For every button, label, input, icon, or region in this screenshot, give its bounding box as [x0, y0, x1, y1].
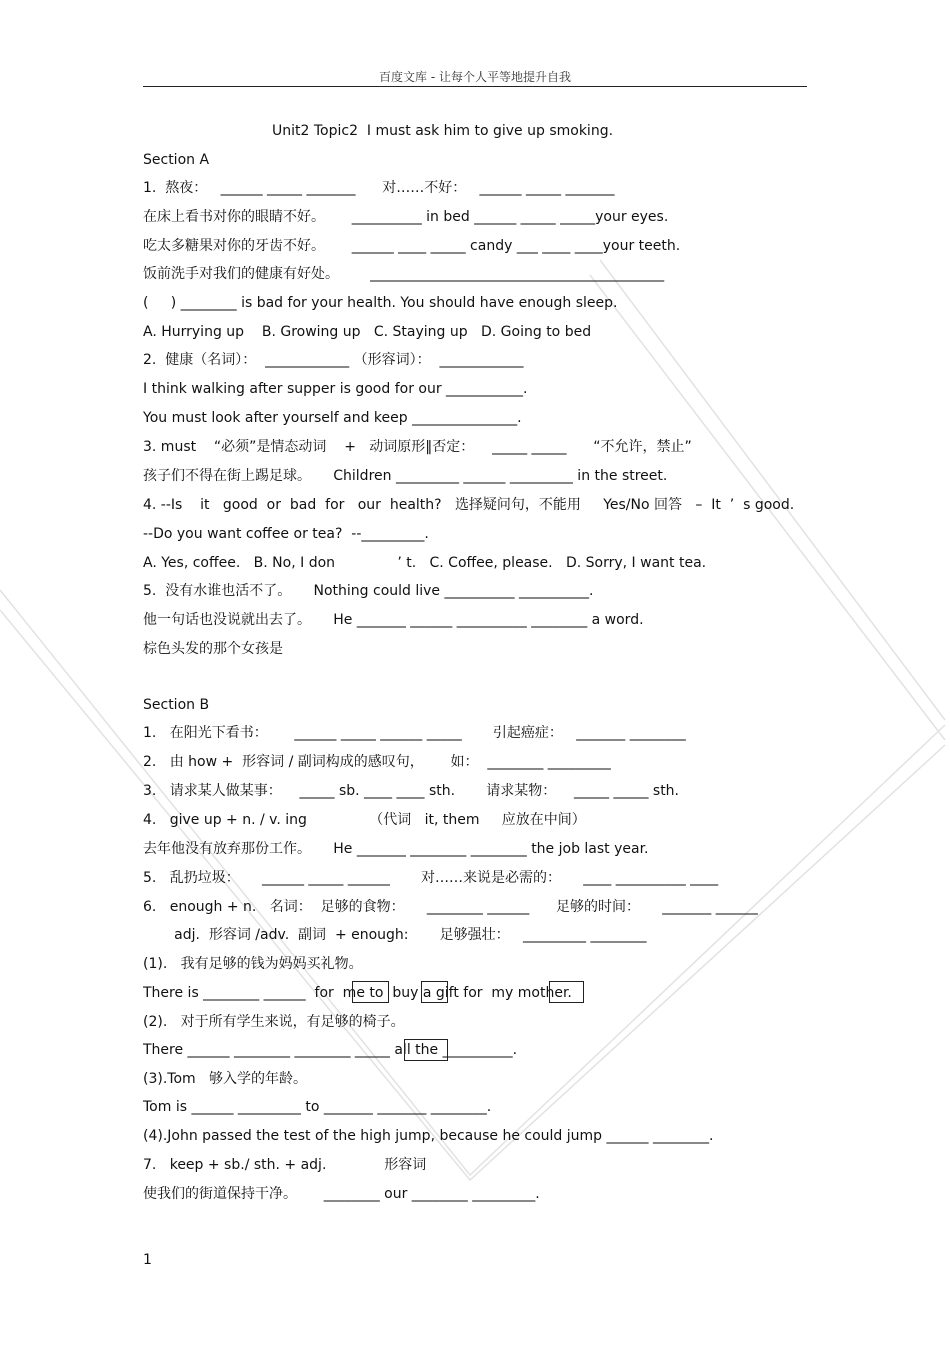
text-line: 孩子们不得在街上踢足球。 Children _________ ______ _________ in the street.	[143, 468, 668, 484]
text-line: 他一句话也没说就出去了。 He _______ ______ __________ ________ a word.	[143, 612, 644, 628]
text-line: There is ________ ______ for me to buy a gift for my mother.	[143, 985, 572, 1001]
text-line: 3. must “必须”是情态动词 + 动词原形‖否定： _____ _____ “不允许，禁止”	[143, 439, 692, 455]
marker-box	[421, 981, 448, 1003]
text-line: 饭前洗手对我们的健康有好处。 __________________________________________	[143, 266, 665, 282]
text-line: 1. 熬夜： ______ _____ _______ 对……不好： ______ _____ _______	[143, 180, 615, 196]
text-line: ( ) ________ is bad for your health. You should have enough sleep.	[143, 295, 618, 311]
marker-box	[549, 981, 584, 1003]
text-line: 7. keep + sb./ sth. + adj. 形容词	[143, 1157, 427, 1173]
text-line: 在床上看书对你的眼睛不好。 __________ in bed ______ _____ _____your eyes.	[143, 209, 669, 225]
text-line: --Do you want coffee or tea? --_________.	[143, 526, 429, 542]
text-line: 5. 乱扔垃圾： ______ _____ ______ 对……来说是必需的： ____ __________ ____	[143, 870, 719, 886]
page-number: 1	[143, 1252, 152, 1268]
text-line: 2. 由 how + 形容词 / 副词构成的感叹句， 如： ________ _________	[143, 754, 611, 770]
text-line: (3).Tom 够入学的年龄。	[143, 1071, 308, 1087]
text-line: 棕色头发的那个女孩是	[143, 641, 283, 657]
header-rule	[143, 86, 807, 87]
marker-box	[352, 981, 389, 1003]
text-line: 去年他没有放弃那份工作。 He _______ ________ ________ the job last year.	[143, 841, 649, 857]
text-line: 5. 没有水谁也活不了。 Nothing could live __________ __________.	[143, 583, 594, 599]
worksheet-title: Unit2 Topic2 I must ask him to give up smoking.	[272, 123, 614, 139]
text-line: A. Yes, coffee. B. No, I don ’ t. C. Coffee, please. D. Sorry, I want tea.	[143, 555, 707, 571]
text-line: A. Hurrying up B. Growing up C. Staying up D. Going to bed	[143, 324, 592, 340]
text-line: 吃太多糖果对你的牙齿不好。 ______ ____ _____ candy ___ ____ ____your teeth.	[143, 238, 681, 254]
text-line: adj. 形容词 /adv. 副词 + enough: 足够强壮： _________ ________	[143, 927, 647, 943]
header-text: 百度文库 - 让每个人平等地提升自我	[379, 70, 571, 84]
text-line: 1. 在阳光下看书： ______ _____ ______ _____ 引起癌症： _______ ________	[143, 725, 686, 741]
text-line: 4. give up + n. / v. ing （代词 it, them 应放在中间）	[143, 812, 586, 828]
marker-box	[404, 1039, 448, 1061]
text-line: 使我们的街道保持干净。 ________ our ________ _________.	[143, 1186, 540, 1202]
text-line: Tom is ______ _________ to _______ _______ ________.	[143, 1099, 492, 1115]
text-line: There ______ ________ ________ _____ all the __________.	[143, 1042, 518, 1058]
text-line: (2). 对于所有学生来说，有足够的椅子。	[143, 1014, 405, 1030]
text-line: 6. enough + n. 名词： 足够的食物： ________ ______ 足够的时间： _______ ______	[143, 899, 758, 915]
text-line: 3. 请求某人做某事： _____ sb. ____ ____ sth. 请求某物： _____ _____ sth.	[143, 783, 680, 799]
section-b-heading: Section B	[143, 697, 210, 713]
text-line: 2. 健康（名词）： ____________ （形容词）： ____________	[143, 352, 524, 368]
section-a-heading: Section A	[143, 152, 210, 168]
text-line: I think walking after supper is good for our ___________.	[143, 381, 528, 397]
text-line: (4).John passed the test of the high jump, because he could jump ______ ________.	[143, 1128, 714, 1144]
text-line: You must look after yourself and keep _______________.	[143, 410, 522, 426]
text-line: (1). 我有足够的钱为妈妈买礼物。	[143, 956, 363, 972]
text-line: 4. --Is it good or bad for our health? 选择疑问句，不能用 Yes/No 回答 – It ’ s good.	[143, 497, 795, 513]
